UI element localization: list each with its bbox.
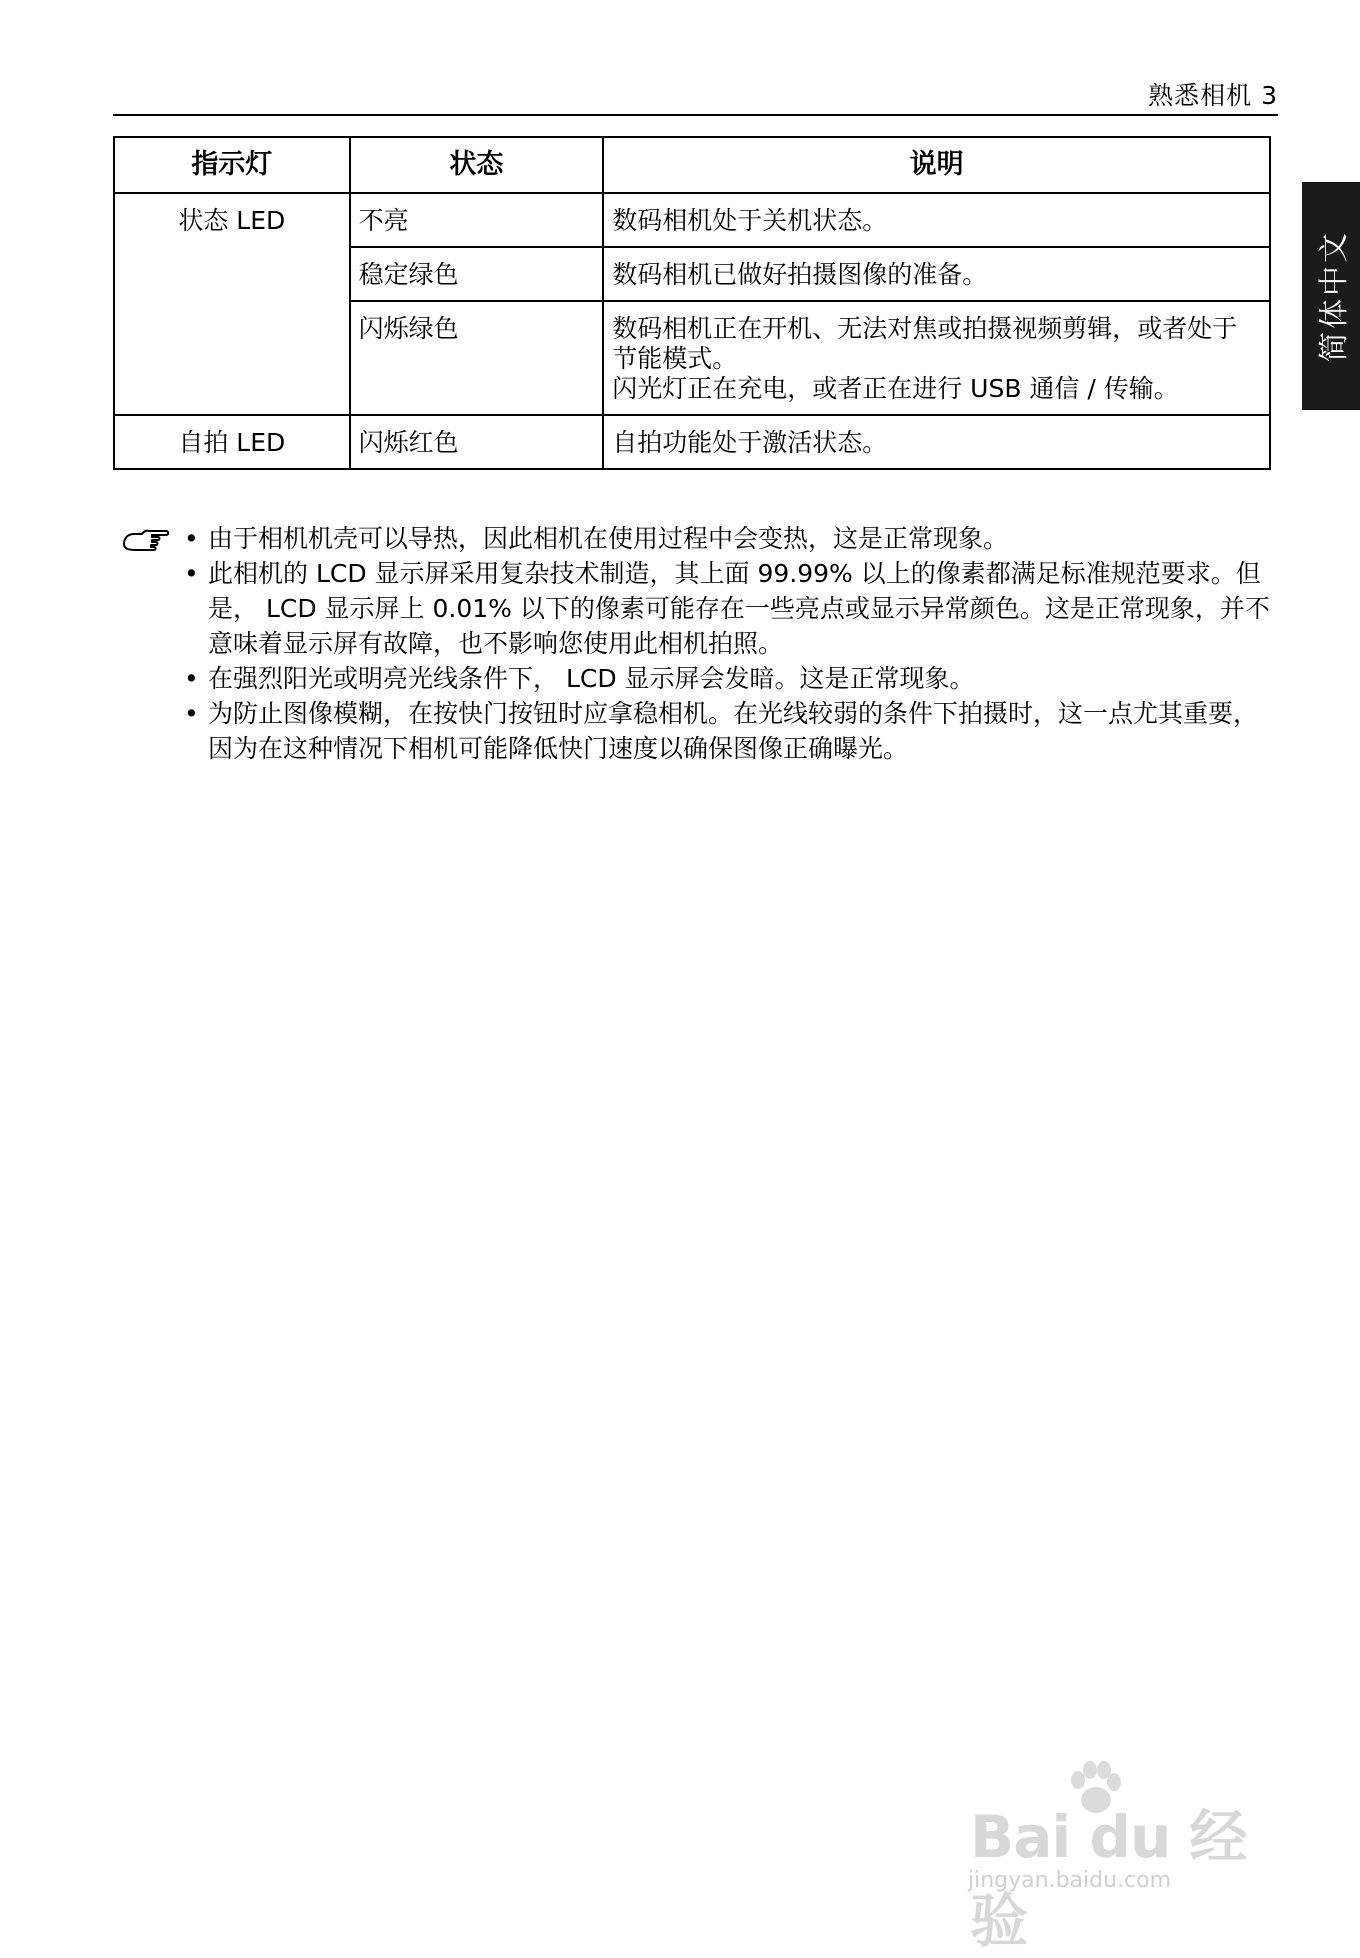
list-item (184, 661, 1282, 696)
bullet: • (184, 664, 199, 693)
pointing-hand-icon (122, 528, 170, 554)
baidu-watermark (960, 1760, 1280, 1955)
description-line: 自拍功能处于激活状态。 (612, 428, 888, 457)
description-line: 数码相机已做好拍摄图像的准备。 (612, 260, 988, 289)
page-header (113, 74, 1278, 116)
watermark-url: jingyan.baidu.com (968, 1868, 1172, 1893)
page-title: 熟悉相机 3 (1148, 81, 1278, 110)
led-indicator-table (113, 136, 1271, 470)
state-cell: 闪烁绿色 (350, 301, 604, 415)
description-line: 闪光灯正在充电，或者正在进行 USB 通信 / 传输。 (612, 374, 1179, 403)
indicator-status-led: 状态 LED (114, 193, 350, 415)
bullet: • (184, 524, 199, 553)
state-cell: 不亮 (350, 193, 604, 247)
list-item (184, 556, 1282, 661)
header-indicator: 指示灯 (114, 137, 350, 193)
notes-section (122, 521, 1282, 766)
description-cell (603, 193, 1270, 247)
description-line: 数码相机处于关机状态。 (612, 206, 888, 235)
notes-list (122, 521, 1282, 766)
description-cell (603, 247, 1270, 301)
note-text: 由于相机机壳可以导热，因此相机在使用过程中会变热，这是正常现象。 (208, 524, 1009, 553)
description-cell (603, 301, 1270, 415)
watermark-logo: Bai du 经验 (970, 1803, 1247, 1955)
state-cell: 稳定绿色 (350, 247, 604, 301)
description-line: 数码相机正在开机、无法对焦或拍摄视频剪辑，或者处于节能模式。 (612, 314, 1238, 373)
header-state: 状态 (350, 137, 604, 193)
indicator-selftimer-led: 自拍 LED (114, 415, 350, 469)
list-item (184, 521, 1282, 556)
table-row (114, 415, 1270, 469)
note-text: 为防止图像模糊，在按快门按钮时应拿稳相机。在光线较弱的条件下拍摄时，这一点尤其重要，因为在这种情况下相机可能降低快门速度以确保图像正确曝光。 (208, 699, 1259, 763)
table-row (114, 193, 1270, 247)
list-item (184, 696, 1282, 766)
note-text: 此相机的 LCD 显示屏采用复杂技术制造，其上面 99.99% 以上的像素都满足标准规范要求。但是， LCD 显示屏上 0.01% 以下的像素可能存在一些亮点或显示异常颜色。这是正常现象，并不意味着显示屏有故障，也不影响您使用此相机拍照。 (208, 559, 1270, 658)
language-tab-label: 简体中文 (1317, 230, 1352, 362)
description-cell (603, 415, 1270, 469)
bullet: • (184, 699, 199, 728)
header-description: 说明 (603, 137, 1270, 193)
bullet: • (184, 559, 199, 588)
note-text: 在强烈阳光或明亮光线条件下， LCD 显示屏会发暗。这是正常现象。 (208, 664, 975, 693)
state-cell: 闪烁红色 (350, 415, 604, 469)
language-tab (1302, 182, 1360, 410)
table-header-row (114, 137, 1270, 193)
